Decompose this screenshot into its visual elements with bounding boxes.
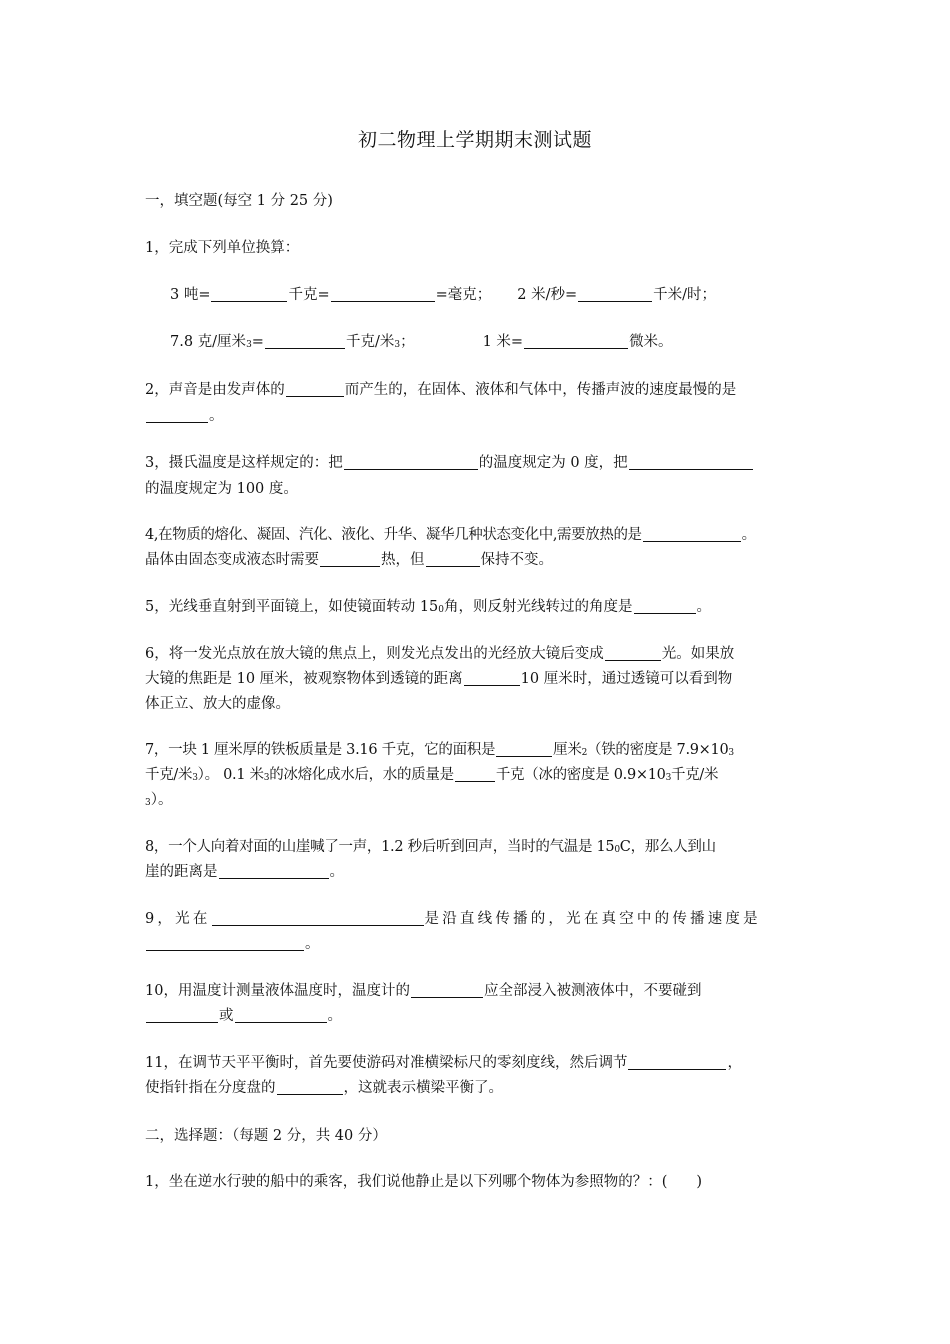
q4-text: 保持不变。	[480, 552, 553, 568]
q1-text: 千克=	[288, 287, 330, 303]
q9-text: 是沿直线传播的，光在真空中的传播速度是	[424, 911, 761, 927]
answer-blank[interactable]	[146, 1007, 218, 1023]
superscript: 2	[581, 748, 588, 758]
q6-text: 大镜的焦距是 10 厘米，被观察物体到透镜的距离	[145, 671, 463, 687]
q11-text: 使指针指在分度盘的	[145, 1080, 276, 1096]
q7-text: ）。 0.1 米	[197, 767, 264, 783]
answer-blank[interactable]	[643, 526, 741, 542]
superscript: 3	[665, 773, 672, 783]
superscript: 3	[263, 773, 270, 783]
q11-text: ，这就表示横梁平衡了。	[343, 1080, 503, 1096]
question-11-line-1	[145, 1051, 813, 1075]
answer-blank[interactable]	[286, 381, 344, 397]
q7-text: 千克（冰的密度是 0.9×10	[495, 767, 666, 783]
q10-text: 应全部浸入被测液体中，不要碰到	[483, 983, 702, 999]
question-5	[145, 595, 813, 619]
q8-text: 。	[329, 864, 344, 880]
q5-text: 5，光线垂直射到平面镜上，如使镜面转动 15	[145, 599, 439, 615]
q4-text: 热，但	[381, 552, 425, 568]
question-8-line-2	[145, 860, 813, 884]
question-10-line-1	[145, 979, 813, 1003]
q8-text: 8，一个人向着对面的山崖喊了一声，1.2 秒后听到回声，当时的气温是 15	[145, 839, 615, 855]
answer-blank[interactable]	[212, 910, 424, 926]
section-2-heading: 二，选择题：（每题 2 分，共 40 分）	[145, 1128, 387, 1144]
q3-text: 3，摄氏温度是这样规定的：把	[145, 455, 343, 471]
answer-blank[interactable]	[211, 286, 287, 302]
q1-text: ；	[400, 334, 415, 350]
question-1-line-a	[170, 283, 838, 307]
q1-text: 微米。	[629, 334, 673, 350]
question-6-line-3: 体正立、放大的虚像。	[145, 696, 290, 712]
q10-text: 或	[219, 1008, 234, 1024]
superscript: 3	[145, 798, 151, 808]
superscript: 3	[728, 748, 734, 758]
q6-text: 光。如果放	[661, 646, 735, 662]
superscript: 3	[246, 340, 252, 350]
q9-text: 。	[305, 936, 320, 952]
q7-text: 厘米	[553, 742, 582, 758]
q1-text: 3 吨=	[170, 287, 211, 303]
answer-blank[interactable]	[605, 645, 661, 661]
q6-text: 10 厘米时，通过透镜可以看到物	[520, 671, 733, 687]
question-9-line-2	[145, 932, 813, 956]
question-6-line-1	[145, 642, 813, 666]
q2-text: 2，声音是由发声体的	[145, 382, 285, 398]
answer-blank[interactable]	[628, 1054, 726, 1070]
answer-blank[interactable]	[634, 598, 696, 614]
answer-blank[interactable]	[146, 407, 208, 423]
choice-question-1: 1，坐在逆水行驶的船中的乘客，我们说他静止是以下列哪个物体为参照物的？：( )	[145, 1174, 703, 1190]
q11-text: 11，在调节天平平衡时，首先要使游码对准横梁标尺的零刻度线，然后调节	[145, 1055, 628, 1071]
answer-blank[interactable]	[629, 454, 753, 470]
answer-blank[interactable]	[496, 741, 552, 757]
answer-blank[interactable]	[146, 935, 304, 951]
answer-blank[interactable]	[524, 333, 628, 349]
q4-text: 4,在物质的熔化、凝固、汽化、液化、升华、凝华几种状态变化中,需要放热的是	[145, 527, 642, 543]
answer-blank[interactable]	[455, 766, 495, 782]
q4-text: 。	[741, 527, 756, 543]
superscript: 0	[438, 605, 445, 615]
question-7-line-2	[145, 763, 813, 787]
q8-text: 崖的距离是	[145, 864, 218, 880]
answer-blank[interactable]	[331, 286, 435, 302]
question-4-line-2	[145, 548, 813, 572]
q10-text: 10，用温度计测量液体温度时，温度计的	[145, 983, 410, 999]
q11-text: ，	[727, 1055, 742, 1071]
superscript: 0	[614, 845, 620, 855]
superscript: 3	[394, 340, 401, 350]
answer-blank[interactable]	[411, 982, 483, 998]
q1-text: 2 米/秒=	[517, 287, 578, 303]
q7-text: ）。	[150, 792, 173, 808]
question-11-line-2	[145, 1076, 813, 1100]
q4-text: 晶体由固态变成液态时需要	[145, 552, 319, 568]
q3-text: 的温度规定为 0 度，把	[478, 455, 628, 471]
q1-text: =	[251, 334, 264, 350]
q7-text: （铁的密度是 7.9×10	[587, 742, 729, 758]
q9-text: 9，光在	[145, 911, 211, 927]
answer-blank[interactable]	[320, 551, 380, 567]
question-9-line-1	[145, 907, 813, 931]
question-1-line-b	[170, 330, 838, 354]
page-title: 初二物理上学期期末测试题	[357, 129, 592, 151]
answer-blank[interactable]	[578, 286, 652, 302]
q5-text: 。	[696, 599, 712, 615]
q2-text: 。	[209, 408, 224, 424]
q1-text: 千米/时；	[653, 287, 717, 303]
answer-blank[interactable]	[464, 670, 520, 686]
q6-text: 6，将一发光点放在放大镜的焦点上，则发光点发出的光经放大镜后变成	[145, 646, 604, 662]
question-10-line-2	[145, 1004, 813, 1028]
answer-blank[interactable]	[426, 551, 480, 567]
question-2-line-1	[145, 378, 813, 402]
q1-text: =毫克；	[435, 287, 492, 303]
question-3-line-2: 的温度规定为 100 度。	[145, 481, 298, 497]
question-2-line-2	[145, 404, 813, 428]
question-8-line-1	[145, 835, 813, 859]
question-7-line-1	[145, 738, 813, 762]
q7-text: 的冰熔化成水后，水的质量是	[269, 767, 454, 783]
superscript: 3	[192, 773, 198, 783]
question-3-line-1	[145, 451, 813, 475]
q1-text: 千克/米	[345, 334, 395, 350]
q5-text: 角，则反射光线转过的角度是	[444, 599, 633, 615]
q7-text: 千克/米	[671, 767, 719, 783]
question-6-line-2	[145, 667, 813, 691]
section-1-heading: 一，填空题(每空 1 分 25 分)	[145, 193, 333, 209]
answer-blank[interactable]	[344, 454, 478, 470]
q7-text: 7，一块 1 厘米厚的铁板质量是 3.16 千克，它的面积是	[145, 742, 496, 758]
q10-text: 。	[327, 1008, 342, 1024]
question-1-intro: 1，完成下列单位换算：	[145, 240, 300, 256]
answer-blank[interactable]	[277, 1079, 343, 1095]
q7-text: 千克/米	[145, 767, 193, 783]
answer-blank[interactable]	[235, 1007, 327, 1023]
q8-text: C，那么人到山	[619, 839, 716, 855]
q2-text: 而产生的，在固体、液体和气体中，传播声波的速度最慢的是	[344, 382, 737, 398]
answer-blank[interactable]	[219, 863, 329, 879]
question-4-line-1	[145, 523, 813, 547]
answer-blank[interactable]	[265, 333, 345, 349]
question-7-line-3	[145, 788, 813, 812]
q1-text: 1 米=	[482, 334, 524, 350]
q1-text: 7.8 克/厘米	[170, 334, 247, 350]
